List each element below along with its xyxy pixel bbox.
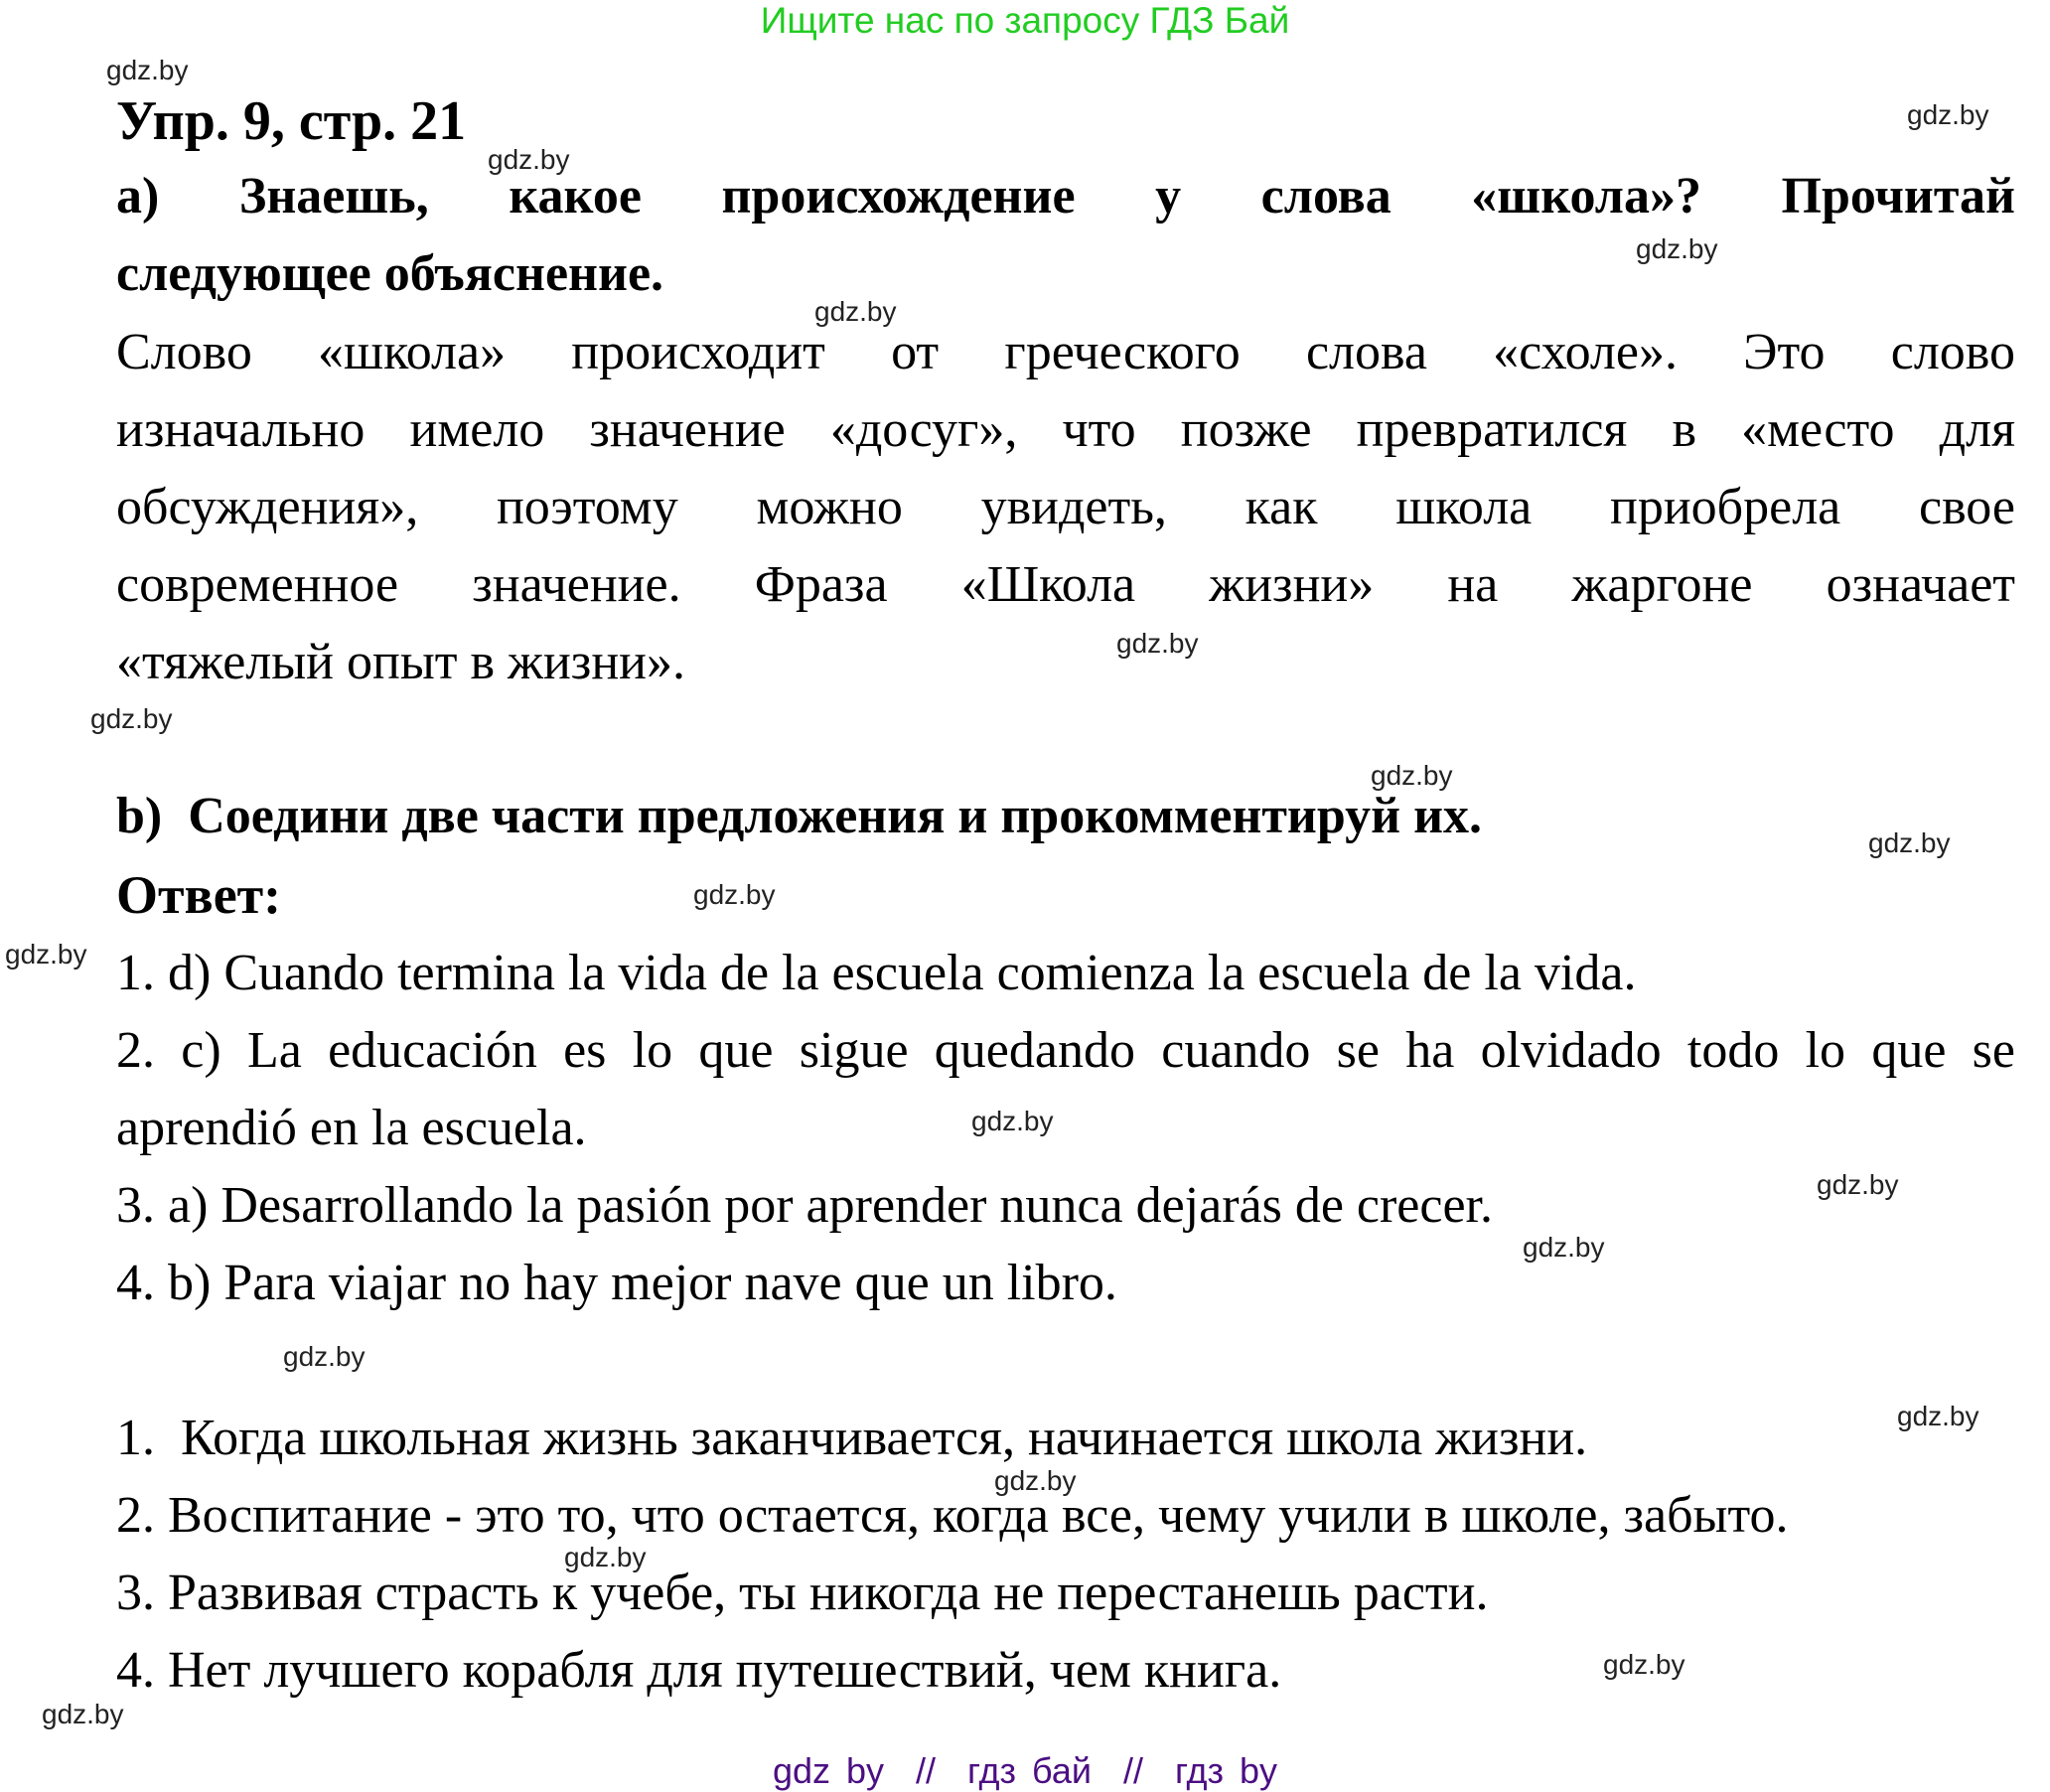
footer-links: gdz by // гдз бай // гдз by bbox=[772, 1750, 1278, 1791]
watermark: gdz.by bbox=[1868, 827, 1951, 858]
watermark: gdz.by bbox=[1603, 1649, 1685, 1680]
watermark: gdz.by bbox=[5, 939, 87, 970]
answer-es-4: 4. b) Para viajar no hay mejor nave que un libro. bbox=[116, 1255, 1117, 1311]
answer-es-3: 3. a) Desarrollando la pasión por aprender nunca dejarás de crecer. bbox=[116, 1177, 1493, 1234]
watermark: gdz.by bbox=[1371, 760, 1453, 791]
watermark: gdz.by bbox=[564, 1542, 647, 1572]
watermark: gdz.by bbox=[814, 296, 897, 327]
part-a-heading-line-1: а) Знаешь, какое происхождение у слова «школа»? Прочитай bbox=[116, 168, 2015, 224]
paragraph-line: изначально имело значение «досуг», что позже превратился в «место для bbox=[116, 401, 2015, 458]
answer-es-2: 2. c) La educación es lo que sigue quedando cuando se ha olvidado todo lo que se bbox=[116, 1022, 2015, 1079]
watermark: gdz.by bbox=[1897, 1401, 1979, 1431]
paragraph-line: обсуждения», поэтому можно увидеть, как школа приобрела свое bbox=[116, 479, 2015, 535]
watermark: gdz.by bbox=[90, 703, 173, 734]
watermark: gdz.by bbox=[488, 144, 570, 175]
answer-ru-4: 4. Нет лучшего корабля для путешествий, чем книга. bbox=[116, 1642, 1282, 1699]
part-b-heading: b) Соедини две части предложения и прокомментируй их. bbox=[116, 788, 1483, 844]
watermark: gdz.by bbox=[106, 55, 189, 85]
exercise-title: Упр. 9, стр. 21 bbox=[116, 90, 467, 152]
search-banner: Ищите нас по запросу ГДЗ Бай bbox=[760, 0, 1290, 41]
watermark: gdz.by bbox=[1907, 99, 1989, 130]
watermark: gdz.by bbox=[1817, 1169, 1899, 1200]
watermark: gdz.by bbox=[42, 1699, 124, 1729]
answer-es-2-cont: aprendió en la escuela. bbox=[116, 1100, 587, 1156]
watermark: gdz.by bbox=[1116, 628, 1199, 659]
paragraph-line: «тяжелый опыт в жизни». bbox=[116, 634, 685, 690]
watermark: gdz.by bbox=[283, 1341, 366, 1372]
watermark: gdz.by bbox=[994, 1465, 1077, 1496]
answer-label: Ответ: bbox=[116, 865, 282, 925]
watermark: gdz.by bbox=[693, 879, 776, 910]
paragraph-line: современное значение. Фраза «Школа жизни» на жаргоне означает bbox=[116, 556, 2015, 613]
watermark: gdz.by bbox=[1636, 233, 1718, 264]
watermark: gdz.by bbox=[1523, 1232, 1605, 1263]
answer-ru-3: 3. Развивая страсть к учебе, ты никогда не перестанешь расти. bbox=[116, 1565, 1489, 1621]
paragraph-line: Слово «школа» происходит от греческого слова «схоле». Это слово bbox=[116, 324, 2015, 380]
answer-es-1: 1. d) Cuando termina la vida de la escuela comienza la escuela de la vida. bbox=[116, 945, 1637, 1001]
part-a-heading-line-2: следующее объяснение. bbox=[116, 245, 664, 302]
answer-ru-1: 1. Когда школьная жизнь заканчивается, начинается школа жизни. bbox=[116, 1410, 1588, 1466]
watermark: gdz.by bbox=[971, 1106, 1054, 1136]
answer-ru-2: 2. Воспитание - это то, что остается, когда все, чему учили в школе, забыто. bbox=[116, 1487, 1789, 1544]
